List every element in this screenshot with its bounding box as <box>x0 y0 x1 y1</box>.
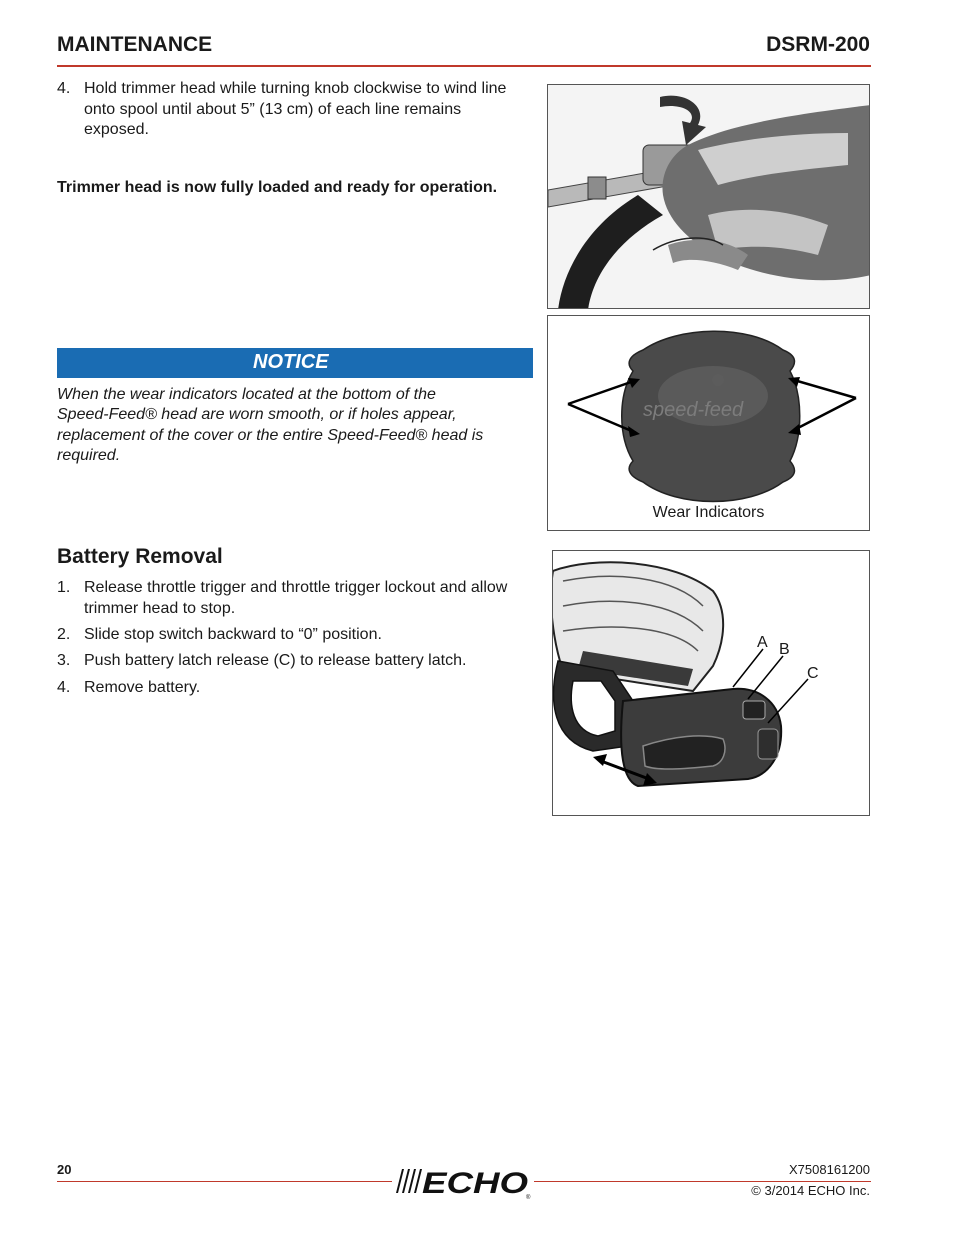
figure-wear-indicators <box>547 315 870 531</box>
step-line: onto spool until about 5” (13 cm) of each line remains <box>84 100 462 118</box>
step-line: Hold trimmer head while turning knob clockwise to wind line <box>84 80 507 97</box>
step-number: 2. <box>57 626 71 643</box>
battery-illustration <box>553 551 870 816</box>
step-number: 3. <box>57 652 71 669</box>
battery-step-2 <box>57 625 547 646</box>
step-number: 4. <box>57 80 71 97</box>
battery-step-1 <box>57 578 547 620</box>
label-c: C <box>807 665 819 682</box>
step-line: Slide stop switch backward to “0” position. <box>84 626 382 643</box>
label-b: B <box>779 641 790 658</box>
echo-logo-text: ECHO <box>422 1167 528 1200</box>
step-line: Push battery latch release (C) to release battery latch. <box>84 652 467 669</box>
notice-line: required. <box>57 446 121 464</box>
notice-text <box>57 385 533 466</box>
document-code: X7508161200 <box>789 1162 870 1177</box>
notice-line: replacement of the cover or the entire Speed-Feed® head is <box>57 426 484 444</box>
step-number: 1. <box>57 579 71 596</box>
step-line: Release throttle trigger and throttle trigger lockout and allow <box>84 579 508 596</box>
label-a: A <box>757 634 768 651</box>
section-title: MAINTENANCE <box>57 33 213 56</box>
step-line: Remove battery. <box>84 679 201 696</box>
step-line: trimmer head to stop. <box>84 599 236 617</box>
instruction-step-4 <box>57 79 537 141</box>
winding-illustration <box>548 85 870 309</box>
page-number: 20 <box>57 1162 72 1177</box>
figure-battery-removal <box>552 550 870 816</box>
footer-divider-left <box>57 1181 392 1182</box>
ready-statement: Trimmer head is now fully loaded and ready for operation. <box>57 179 498 196</box>
wear-indicators-caption: Wear Indicators <box>652 504 765 521</box>
notice-title: NOTICE <box>253 351 329 373</box>
speed-feed-head-illustration <box>548 316 870 531</box>
header-divider <box>57 65 871 67</box>
battery-step-4 <box>57 678 547 699</box>
echo-logo <box>392 1165 534 1201</box>
step-line: exposed. <box>84 121 149 138</box>
notice-line: When the wear indicators located at the bottom of the <box>57 386 436 403</box>
step-number: 4. <box>57 679 71 696</box>
svg-text:®: ® <box>526 1195 531 1201</box>
model-name: DSRM-200 <box>766 33 870 56</box>
speed-feed-logo-text: speed-feed <box>643 399 744 421</box>
footer-divider-right <box>534 1181 871 1182</box>
battery-removal-heading: Battery Removal <box>57 545 223 568</box>
figure-winding-line <box>547 84 870 309</box>
battery-step-3 <box>57 651 547 672</box>
notice-line: Speed-Feed® head are worn smooth, or if holes appear, <box>57 406 457 424</box>
copyright: © 3/2014 ECHO Inc. <box>751 1183 870 1198</box>
notice-banner <box>57 348 533 378</box>
